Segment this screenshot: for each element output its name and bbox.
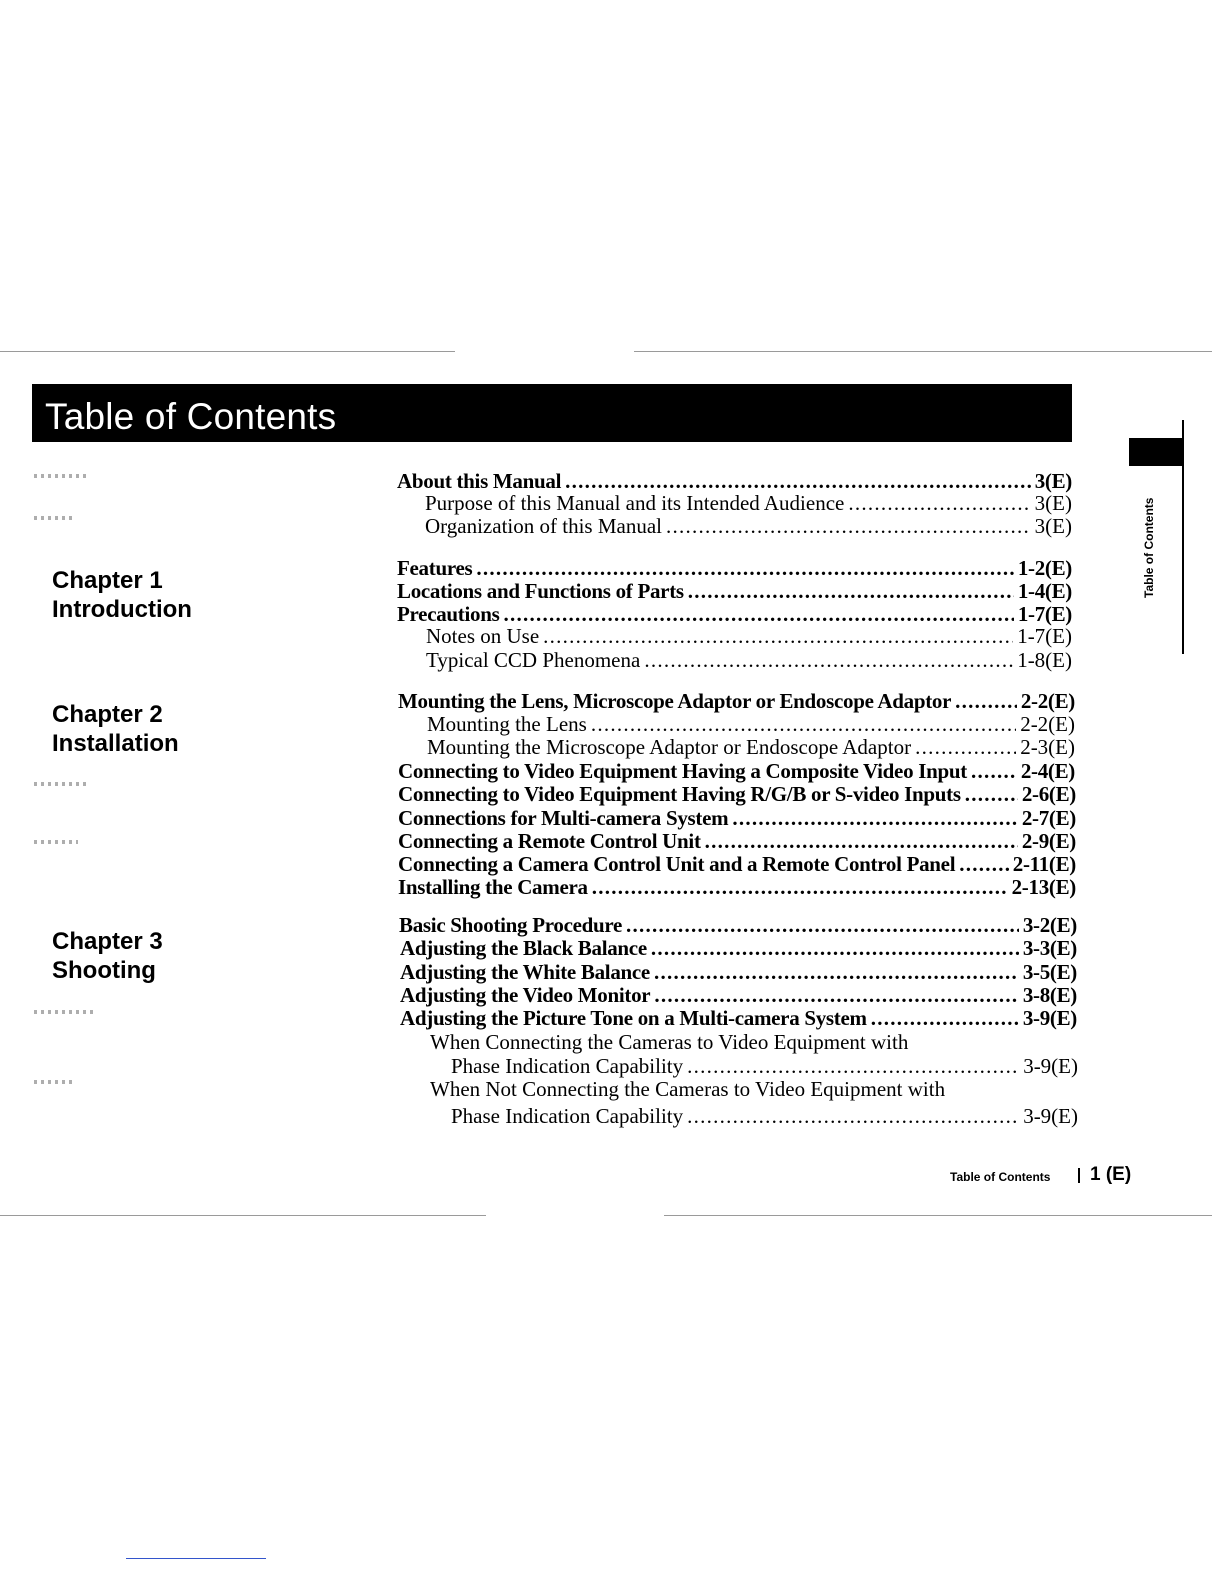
toc-entry-title: Phase Indication Capability — [451, 1104, 684, 1128]
toc-entry-page: 2-3(E) — [1020, 735, 1075, 759]
toc-entry[interactable] — [397, 556, 1072, 580]
toc-entry-title: Adjusting the White Balance — [400, 960, 650, 984]
dot-leader — [503, 602, 1013, 626]
scan-artifact — [34, 782, 86, 786]
toc-entry-page: 2-6(E) — [1021, 782, 1076, 806]
footer-section-label: Table of Contents — [950, 1170, 1051, 1184]
dot-leader — [654, 960, 1019, 984]
toc-entry[interactable] — [398, 689, 1075, 713]
toc-entry-page: 2-2(E) — [1020, 689, 1075, 713]
dot-leader — [732, 806, 1018, 830]
toc-entry-page: 3-5(E) — [1022, 960, 1077, 984]
toc-entry-title: Organization of this Manual — [425, 514, 662, 538]
dot-leader — [688, 579, 1014, 603]
dot-leader — [651, 936, 1019, 960]
toc-entry[interactable] — [398, 875, 1076, 899]
dot-leader — [915, 735, 1016, 759]
dot-leader — [971, 759, 1017, 783]
toc-entry-title: Adjusting the Picture Tone on a Multi-camera System — [400, 1006, 867, 1030]
toc-entry-page: 3-2(E) — [1022, 913, 1077, 937]
toc-entry-page: 1-7(E) — [1017, 602, 1072, 626]
toc-entry-title: Installing the Camera — [398, 875, 588, 899]
side-tab-marker — [1129, 438, 1183, 466]
side-tab-rule — [1182, 420, 1184, 654]
toc-entry-page: 3-3(E) — [1022, 936, 1077, 960]
chapter-3-number: Chapter 3 — [52, 928, 163, 955]
scan-artifact — [34, 840, 78, 844]
toc-entry-title: About this Manual — [397, 469, 562, 493]
toc-entry[interactable] — [398, 852, 1076, 876]
dot-leader — [592, 875, 1008, 899]
toc-entry[interactable] — [451, 1104, 1078, 1128]
toc-entry-page: 3(E) — [1034, 469, 1072, 493]
toc-entry[interactable] — [400, 936, 1077, 960]
toc-entry[interactable] — [399, 913, 1077, 937]
toc-entry-title: Precautions — [397, 602, 500, 626]
toc-entry-page: 3-9(E) — [1022, 1006, 1077, 1030]
toc-entry[interactable] — [398, 829, 1076, 853]
dot-leader — [565, 469, 1031, 493]
toc-entry[interactable] — [426, 624, 1072, 648]
dot-leader — [626, 913, 1019, 937]
toc-entry-page: 2-13(E) — [1011, 875, 1076, 899]
toc-entry-page: 2-2(E) — [1020, 712, 1075, 736]
toc-entry-page: 3-9(E) — [1023, 1054, 1078, 1078]
dot-leader — [543, 624, 1013, 648]
chapter-3-heading — [52, 927, 163, 985]
chapter-2-number: Chapter 2 — [52, 701, 163, 728]
chapter-1-heading — [52, 566, 192, 624]
toc-entry-title: Basic Shooting Procedure — [399, 913, 623, 937]
dot-leader — [705, 829, 1018, 853]
dot-leader — [476, 556, 1013, 580]
bottom-rule-left — [0, 1215, 486, 1216]
underline-artifact — [126, 1558, 266, 1559]
dot-leader — [687, 1054, 1019, 1078]
toc-entry[interactable] — [400, 983, 1077, 1007]
toc-entry-title: Phase Indication Capability — [451, 1054, 684, 1078]
toc-entry-title: Connections for Multi-camera System — [398, 806, 729, 830]
toc-entry[interactable] — [397, 579, 1072, 603]
toc-entry-page: 2-7(E) — [1021, 806, 1076, 830]
dot-leader — [955, 689, 1017, 713]
toc-entry[interactable] — [400, 1006, 1077, 1030]
toc-entry[interactable] — [425, 514, 1072, 538]
chapter-2-title: Installation — [52, 730, 179, 757]
side-tab-label: Table of Contents — [1142, 497, 1156, 598]
top-rule-right — [634, 351, 1212, 352]
toc-entry-page: 1-7(E) — [1017, 624, 1072, 648]
toc-entry-page: 1-8(E) — [1017, 648, 1072, 672]
toc-entry-title: Adjusting the Video Monitor — [400, 983, 651, 1007]
toc-entry[interactable] — [451, 1054, 1078, 1078]
toc-entry-page: 1-2(E) — [1017, 556, 1072, 580]
title-banner — [32, 384, 1072, 442]
scan-artifact — [34, 516, 74, 520]
chapter-1-number: Chapter 1 — [52, 567, 163, 594]
toc-entry-title: Features — [397, 556, 473, 580]
dot-leader — [848, 491, 1030, 515]
toc-entry-page: 2-4(E) — [1020, 759, 1075, 783]
toc-entry[interactable] — [397, 469, 1072, 493]
toc-entry[interactable] — [426, 648, 1072, 672]
toc-entry[interactable] — [400, 960, 1077, 984]
dot-leader — [591, 712, 1016, 736]
toc-entry-title: Adjusting the Black Balance — [400, 936, 647, 960]
toc-entry[interactable] — [398, 782, 1076, 806]
toc-entry-title: Mounting the Lens, Microscope Adaptor or Endoscope Adaptor — [398, 689, 952, 713]
toc-entry-page: 3-9(E) — [1023, 1104, 1078, 1128]
toc-entry-title: Mounting the Lens — [427, 712, 587, 736]
page-title: Table of Contents — [45, 396, 337, 437]
toc-entry[interactable] — [427, 735, 1075, 759]
toc-entry-title-line: When Connecting the Cameras to Video Equipment with — [430, 1030, 909, 1054]
bottom-rule-right — [664, 1215, 1212, 1216]
dot-leader — [965, 782, 1018, 806]
toc-entry-title: Mounting the Microscope Adaptor or Endoscope Adaptor — [427, 735, 912, 759]
toc-entry-page: 2-11(E) — [1012, 852, 1076, 876]
dot-leader — [654, 983, 1018, 1007]
toc-entry-page: 3(E) — [1034, 514, 1072, 538]
toc-entry-title: Connecting a Remote Control Unit — [398, 829, 701, 853]
dot-leader — [959, 852, 1009, 876]
toc-entry-title: Locations and Functions of Parts — [397, 579, 684, 603]
toc-entry[interactable] — [425, 491, 1072, 515]
toc-entry-page: 1-4(E) — [1017, 579, 1072, 603]
toc-entry-title: Typical CCD Phenomena — [426, 648, 641, 672]
page-number: 1 (E) — [1090, 1164, 1132, 1185]
toc-entry[interactable] — [397, 602, 1072, 626]
dot-leader — [687, 1104, 1019, 1128]
toc-entry-page: 2-9(E) — [1021, 829, 1076, 853]
toc-entry-title: Connecting to Video Equipment Having R/G/B or S-video Inputs — [398, 782, 961, 806]
toc-entry-page: 3-8(E) — [1022, 983, 1077, 1007]
toc-entry-page: 3(E) — [1034, 491, 1072, 515]
toc-entry[interactable] — [427, 712, 1075, 736]
chapter-2-heading — [52, 700, 179, 758]
chapter-3-title: Shooting — [52, 957, 156, 984]
toc-entry[interactable] — [398, 759, 1075, 783]
dot-leader — [666, 514, 1031, 538]
scan-artifact — [34, 474, 86, 478]
toc-entry-title: Connecting to Video Equipment Having a Composite Video Input — [398, 759, 967, 783]
dot-leader — [871, 1006, 1019, 1030]
toc-entry-title: Purpose of this Manual and its Intended Audience — [425, 491, 845, 515]
top-rule-left — [0, 351, 455, 352]
toc-entry-title-line: When Not Connecting the Cameras to Video Equipment with — [430, 1077, 946, 1101]
chapter-1-title: Introduction — [52, 596, 192, 623]
dot-leader — [644, 648, 1013, 672]
footer-divider — [1078, 1168, 1080, 1183]
toc-entry[interactable] — [398, 806, 1076, 830]
toc-entry-title: Notes on Use — [426, 624, 540, 648]
toc-entry-title: Connecting a Camera Control Unit and a Remote Control Panel — [398, 852, 956, 876]
scan-artifact — [34, 1080, 74, 1084]
scan-artifact — [34, 1010, 94, 1014]
